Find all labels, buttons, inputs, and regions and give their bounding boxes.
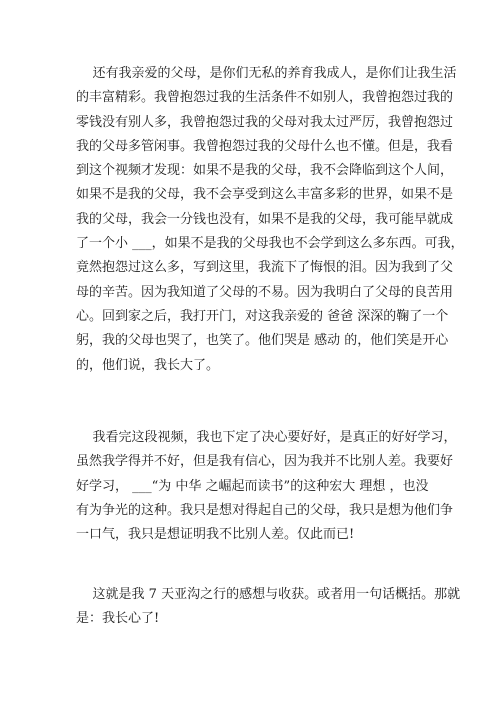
paragraph-parents <box>76 62 464 378</box>
text-line: 母的辛苦。因为我知道了父母的不易。因为我明白了父母的良苦用 <box>76 284 454 300</box>
text-line: 如果不是我的父母，我不会享受到这么丰富多彩的世界，如果不是 <box>76 187 454 203</box>
paragraph-conclusion <box>76 583 461 632</box>
text-line: 有为争光的这种。我只是想对得起自己的父母，我只是想为他们争 <box>76 502 454 518</box>
text-line: 我看完这段视频，我也下定了决心要好好，是真正的好好学习， <box>76 430 457 445</box>
text-line: 好学习， ___“为 中华 之崛起而读书”的这种宏大 理想 ，也没 <box>76 478 429 494</box>
text-line: 躬，我的父母也哭了，也笑了。他们哭是 感动 的，他们笑是开心 <box>76 333 449 349</box>
text-line: 零钱没有别人多，我曾抱怨过我的父母对我太过严厉，我曾抱怨过 <box>76 114 454 130</box>
text-line: 是：我长心了! <box>76 611 160 627</box>
text-line: 心。回到家之后，我打开门，对这我亲爱的 爸爸 深深的鞠了一个 <box>76 308 449 324</box>
text-line: 的，他们说，我长大了。 <box>76 357 220 373</box>
text-line: 的丰富精彩。我曾抱怨过我的生活条件不如别人，我曾抱怨过我的 <box>76 90 454 106</box>
text-line: 我的父母多管闲事。我曾抱怨过我的父母什么也不懂。但是，我看 <box>76 138 454 154</box>
text-line: 竟然抱怨过这么多，写到这里，我流下了悔恨的泪。因为我到了父 <box>76 260 454 276</box>
text-line: 我的父母，我会一分钱也没有，如果不是我的父母，我可能早就成 <box>76 211 454 227</box>
text-line: 这就是我 7 天亚沟之行的感想与收获。或者用一句话概括。那就 <box>76 587 461 602</box>
text-line: 一口气，我只是想证明我不比别人差。仅此而已! <box>76 527 355 543</box>
text-line: 还有我亲爱的父母，是你们无私的养育我成人，是你们让我生活 <box>76 66 457 81</box>
paragraph-resolution <box>76 426 457 547</box>
text-line: 到这个视频才发现：如果不是我的父母，我不会降临到这个人间， <box>76 163 454 179</box>
text-line: 虽然我学得并不好，但是我有信心，因为我并不比别人差。我要好 <box>76 454 454 470</box>
text-line: 了一个小 ___，如果不是我的父母我也不会学到这么多东西。可我， <box>76 236 464 252</box>
